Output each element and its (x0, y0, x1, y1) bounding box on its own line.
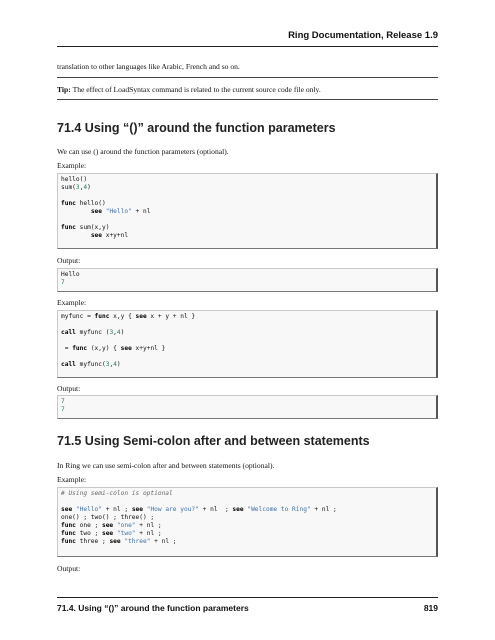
example-label: Example: (57, 298, 87, 307)
code-line: func one ; see "one" + nl ; (61, 522, 162, 529)
code-line: = func (x,y) { see x+y+nl } (61, 345, 166, 352)
page-number: 819 (423, 603, 438, 613)
code-line: see "Hello" + nl ; see "How are you?" + nl ; see "Welcome to Ring" + nl ; (61, 506, 337, 513)
code-line: myfunc = func x,y { see x + y + nl } (61, 313, 196, 320)
code-line: one() ; two() ; three() ; (61, 514, 155, 521)
footer-rule (57, 597, 438, 598)
header-rule (57, 46, 438, 47)
example-label: Example: (57, 161, 87, 170)
tip-note (57, 85, 321, 95)
output-line: 7 (61, 406, 65, 413)
document-page (57, 0, 438, 640)
intro-paragraph: translation to other languages like Arabic, French and so on. (57, 62, 240, 71)
code-block-example-3 (57, 487, 438, 557)
code-line (61, 216, 433, 224)
code-line (61, 498, 433, 506)
output-line: 7 (61, 279, 65, 286)
code-line: func hello() (61, 200, 106, 207)
code-line: see x+y+nl (90, 232, 129, 239)
tip-label: Tip: (57, 85, 71, 94)
code-line: func sum(x,y) (61, 224, 110, 231)
footer-section-title: 71.4. Using “()” around the function parameters (57, 603, 249, 613)
code-line: see "Hello" + nl (90, 208, 151, 215)
output-line: 7 (61, 398, 65, 405)
section-71-5-description: In Ring we can use semi-colon after and between statements (optional). (57, 461, 275, 470)
code-line: call myfunc(3,4) (61, 361, 121, 368)
tip-bottom-rule (57, 99, 438, 100)
section-71-4-description: We can use () around the function parameters (optional). (57, 147, 229, 156)
output-block-1 (57, 268, 438, 292)
tip-top-rule (57, 77, 438, 78)
output-label: Output: (57, 564, 81, 573)
code-line: hello() (61, 176, 88, 183)
output-label: Output: (57, 256, 81, 265)
code-line: sum(3,4) (61, 184, 91, 191)
code-line: call myfunc (3,4) (61, 329, 125, 336)
code-line (61, 321, 433, 329)
output-line: Hello (61, 271, 80, 278)
example-label: Example: (57, 475, 87, 484)
tip-text: The effect of LoadSyntax command is related to the current source code file only. (72, 85, 321, 94)
code-block-example-2 (57, 310, 438, 378)
running-header: Ring Documentation, Release 1.9 (288, 30, 438, 41)
section-71-5-heading: 71.5 Using Semi-colon after and between statements (57, 434, 370, 448)
code-block-example-1 (57, 173, 438, 249)
code-line (61, 192, 433, 200)
code-line: func two ; see "two" + nl ; (61, 530, 162, 537)
section-71-4-heading: 71.4 Using “()” around the function parameters (57, 121, 336, 135)
output-block-2 (57, 395, 438, 419)
output-label: Output: (57, 384, 81, 393)
code-line (61, 337, 433, 345)
code-line (61, 353, 433, 361)
code-line: # Using semi-colon is optional (61, 490, 173, 497)
code-line: func three ; see "three" + nl ; (61, 538, 177, 545)
